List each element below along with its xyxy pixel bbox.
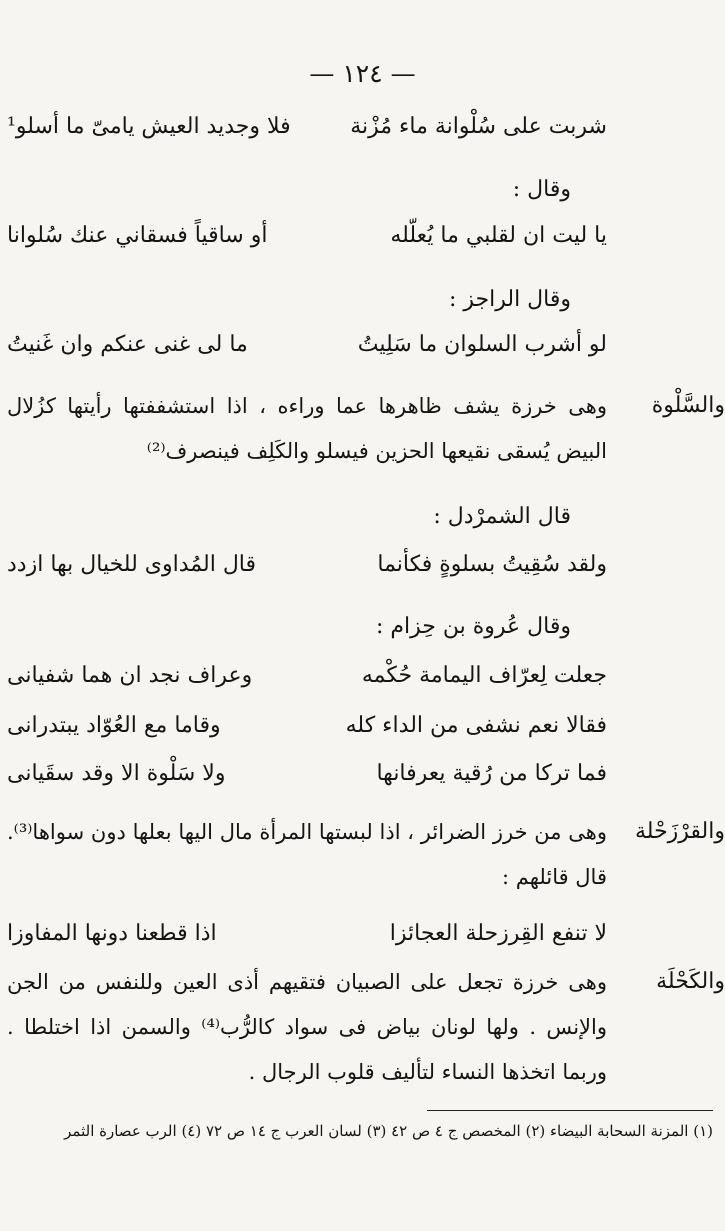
verse-line (7, 323, 607, 367)
entry-text: وهى خرزة تجعل على الصبيان فتقيهم أذى العين وللنفس من الجن والإنس . ولها لونان بياض فى سواد كالرُّب⁽⁴⁾ والسمن اذا اختلطا . وربما اتخذها النساء لتأليف قلوب الرجال . (7, 970, 607, 1084)
poet-introduction: قال الشمرْدل : (433, 504, 571, 529)
verse-second-hemistich: وعراف نجد ان هما شفيانى (7, 663, 253, 688)
poet-introduction: وقال : (512, 177, 571, 202)
verse-first-hemistich: جعلت لِعرّاف اليمامة حُكْمه (361, 663, 607, 688)
verse-first-hemistich: فقالا نعم نشفى من الداء كله (345, 713, 607, 738)
verse-line (7, 912, 607, 956)
entry-term: والكَحْلَة (656, 969, 725, 994)
verse-line (7, 214, 607, 258)
entry-text: وهى خرزة يشف ظاهرها عما وراءه ، اذا استشففتها رأيتها كزُلال البيض يُسقى نقيعها الحزين فيسلو والكَلِف فينصرف⁽²⁾ (7, 394, 607, 463)
entry-term: والسَّلْوة (651, 393, 725, 418)
verse-first-hemistich: لا تنفع القِرزحلة العجائزا (389, 921, 607, 946)
poet-introduction: وقال عُروة بن حِزام : (376, 614, 571, 639)
entry-term: والقرْزَحْلة (634, 819, 725, 844)
verse-first-hemistich: يا ليت ان لقلبي ما يُعلّله (390, 223, 607, 248)
verse-second-hemistich: قال المُداوى للخيال بها ازدد (7, 552, 257, 577)
verse-first-hemistich: لو أشرب السلوان ما سَلِيتُ (357, 332, 607, 357)
verse-line (7, 543, 607, 587)
verse-first-hemistich: شربت على سُلْوانة ماء مُزْنة (350, 114, 607, 139)
verse-second-hemistich: اذا قطعنا دونها المفاوزا (7, 921, 217, 946)
verse-line (7, 105, 607, 149)
verse-line (7, 704, 607, 748)
entry-text: وهى من خرز الضرائر ، اذا لبستها المرأة مال اليها بعلها دون سواها⁽³⁾. قال قائلهم : (7, 820, 607, 889)
verse-second-hemistich: ولا سَلْوة الا وقد سقَيانى (7, 761, 226, 786)
verse-second-hemistich: أو ساقياً فسقاني عنك سُلوانا (7, 223, 268, 248)
verse-first-hemistich: ولقد سُقِيتُ بسلوةٍ فكأنما (377, 552, 607, 577)
verse-line (7, 752, 607, 796)
poet-introduction: وقال الراجز : (448, 287, 571, 312)
verse-second-hemistich: وقاما مع العُوّاد يبتدرانى (7, 713, 221, 738)
page-number: — ١٢٤ — (309, 59, 416, 88)
footnotes: (١) المزنة السحابة البيضاء (٢) المخصص ج ٤ ص ٤٢ (٣) لسان العرب ج ١٤ ص ٧٢ (٤) الرب عصارة الثمر (64, 1122, 713, 1140)
verse-second-hemistich: ما لى غنى عنكم وان غَنيتُ (7, 332, 248, 357)
footnote-divider (427, 1110, 713, 1111)
verse-second-hemistich: فلا وجديد العيش يامىّ ما أسلو¹ (7, 114, 291, 139)
verse-line (7, 654, 607, 698)
verse-first-hemistich: فما تركا من رُقية يعرفانها (376, 761, 607, 786)
